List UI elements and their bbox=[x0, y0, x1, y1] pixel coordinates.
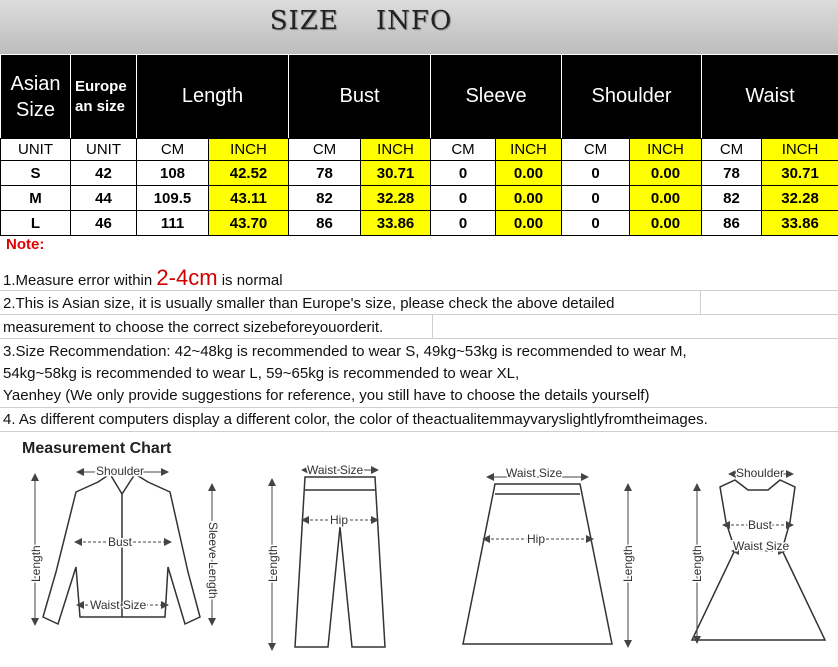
header-length: Length bbox=[137, 55, 289, 139]
divider bbox=[0, 314, 838, 315]
note-line-2b: measurement to choose the correct sizebeforeyouorderit. bbox=[3, 319, 384, 336]
shirt-sleeve-label: Sleeve Length bbox=[206, 522, 220, 599]
table-cell: 82 bbox=[702, 186, 762, 211]
divider bbox=[0, 290, 838, 291]
table-cell: 86 bbox=[289, 211, 361, 236]
note-line-1 bbox=[3, 265, 283, 291]
dress-bust-label: Bust bbox=[748, 518, 773, 532]
table-cell: 86 bbox=[702, 211, 762, 236]
table-cell: 0.00 bbox=[496, 211, 562, 236]
pants-length-label: Length bbox=[266, 545, 280, 582]
unit-cell: INCH bbox=[496, 139, 562, 161]
table-cell: 0.00 bbox=[630, 186, 702, 211]
note-line-2a: 2.This is Asian size, it is usually smaller than Europe's size, please check the above detailed bbox=[3, 295, 615, 312]
pants-diagram bbox=[272, 470, 385, 647]
shirt-bust-label: Bust bbox=[108, 535, 133, 549]
garment-diagrams bbox=[0, 432, 838, 667]
note-heading: Note: bbox=[6, 236, 45, 253]
title-bar bbox=[0, 0, 838, 54]
table-cell: L bbox=[1, 211, 71, 236]
table-cell: 78 bbox=[289, 161, 361, 186]
unit-cell: UNIT bbox=[1, 139, 71, 161]
note-line-3c: Yaenhey (We only provide suggestions for reference, you still have to choose the details yourself) bbox=[3, 387, 650, 404]
chart-title: Measurement Chart bbox=[22, 440, 172, 457]
header-bust: Bust bbox=[289, 55, 431, 139]
table-cell: 0 bbox=[562, 211, 630, 236]
unit-cell: INCH bbox=[209, 139, 289, 161]
measurement-chart bbox=[0, 432, 838, 667]
pants-hip-label: Hip bbox=[330, 513, 349, 527]
header-asian-size: Asian Size bbox=[1, 55, 71, 139]
table-cell: 43.70 bbox=[209, 211, 289, 236]
table-cell: 0 bbox=[431, 211, 496, 236]
table-cell: 33.86 bbox=[762, 211, 838, 236]
table-cell: 46 bbox=[71, 211, 137, 236]
unit-row bbox=[1, 139, 838, 161]
header-europe-size: Europe an size bbox=[71, 55, 137, 139]
unit-cell: INCH bbox=[762, 139, 838, 161]
note-line-4: 4. As different computers display a different color, the color of theactualitemmayvaryslightlyfromtheimages. bbox=[3, 411, 708, 428]
unit-cell: CM bbox=[289, 139, 361, 161]
unit-cell: CM bbox=[702, 139, 762, 161]
pants-outline bbox=[295, 477, 385, 647]
table-row bbox=[1, 186, 838, 211]
table-cell: 30.71 bbox=[762, 161, 838, 186]
skirt-diagram bbox=[463, 477, 628, 644]
notes-section bbox=[0, 232, 838, 432]
table-row bbox=[1, 161, 838, 186]
table-cell: 42 bbox=[71, 161, 137, 186]
header-shoulder: Shoulder bbox=[562, 55, 702, 139]
skirt-outline bbox=[463, 484, 612, 644]
dress-outline bbox=[692, 480, 825, 640]
table-cell: 30.71 bbox=[361, 161, 431, 186]
shirt-waist-label: Waist Size bbox=[90, 598, 147, 612]
skirt-length-label: Length bbox=[621, 545, 635, 582]
table-cell: 0 bbox=[431, 161, 496, 186]
table-cell: 78 bbox=[702, 161, 762, 186]
dress-length-label: Length bbox=[690, 545, 704, 582]
page-title: SIZE INFO bbox=[269, 6, 453, 36]
table-cell: 42.52 bbox=[209, 161, 289, 186]
table-cell: 0.00 bbox=[496, 186, 562, 211]
skirt-hip-label: Hip bbox=[527, 532, 546, 546]
size-table bbox=[0, 54, 838, 236]
unit-cell: INCH bbox=[630, 139, 702, 161]
header-waist: Waist bbox=[702, 55, 838, 139]
table-cell: 0.00 bbox=[496, 161, 562, 186]
table-cell: M bbox=[1, 186, 71, 211]
header-sleeve: Sleeve bbox=[431, 55, 562, 139]
divider bbox=[700, 290, 701, 314]
unit-cell: UNIT bbox=[71, 139, 137, 161]
table-cell: 33.86 bbox=[361, 211, 431, 236]
dress-diagram bbox=[692, 474, 825, 640]
table-cell: 0 bbox=[431, 186, 496, 211]
shirt-shoulder-label: Shoulder bbox=[96, 464, 145, 478]
skirt-waist-label: Waist Size bbox=[506, 466, 563, 480]
table-cell: 109.5 bbox=[137, 186, 209, 211]
table-cell: 111 bbox=[137, 211, 209, 236]
shirt-length-label: Length bbox=[29, 545, 43, 582]
note-text: 1.Measure error within bbox=[3, 272, 157, 289]
divider bbox=[0, 407, 838, 408]
table-cell: 0 bbox=[562, 186, 630, 211]
note-line-3a: 3.Size Recommendation: 42~48kg is recommended to wear S, 49kg~53kg is recommended to wear M, bbox=[3, 343, 687, 360]
unit-cell: CM bbox=[431, 139, 496, 161]
table-cell: 32.28 bbox=[361, 186, 431, 211]
unit-cell: CM bbox=[562, 139, 630, 161]
table-cell: 44 bbox=[71, 186, 137, 211]
table-cell: 32.28 bbox=[762, 186, 838, 211]
dress-shoulder-label: Shoulder bbox=[736, 466, 785, 480]
divider bbox=[432, 314, 433, 338]
note-text: is normal bbox=[217, 272, 283, 289]
table-cell: 0.00 bbox=[630, 211, 702, 236]
table-cell: 43.11 bbox=[209, 186, 289, 211]
note-line-3b: 54kg~58kg is recommended to wear L, 59~65kg is recommended to wear XL, bbox=[3, 365, 520, 382]
table-cell: S bbox=[1, 161, 71, 186]
pants-waist-label: Waist Size bbox=[307, 463, 364, 477]
note-highlight: 2-4cm bbox=[156, 265, 218, 290]
table-cell: 0 bbox=[562, 161, 630, 186]
unit-cell: CM bbox=[137, 139, 209, 161]
unit-cell: INCH bbox=[361, 139, 431, 161]
divider bbox=[0, 338, 838, 339]
table-cell: 0.00 bbox=[630, 161, 702, 186]
dress-waist-label: Waist Size bbox=[733, 539, 790, 553]
table-cell: 82 bbox=[289, 186, 361, 211]
table-cell: 108 bbox=[137, 161, 209, 186]
